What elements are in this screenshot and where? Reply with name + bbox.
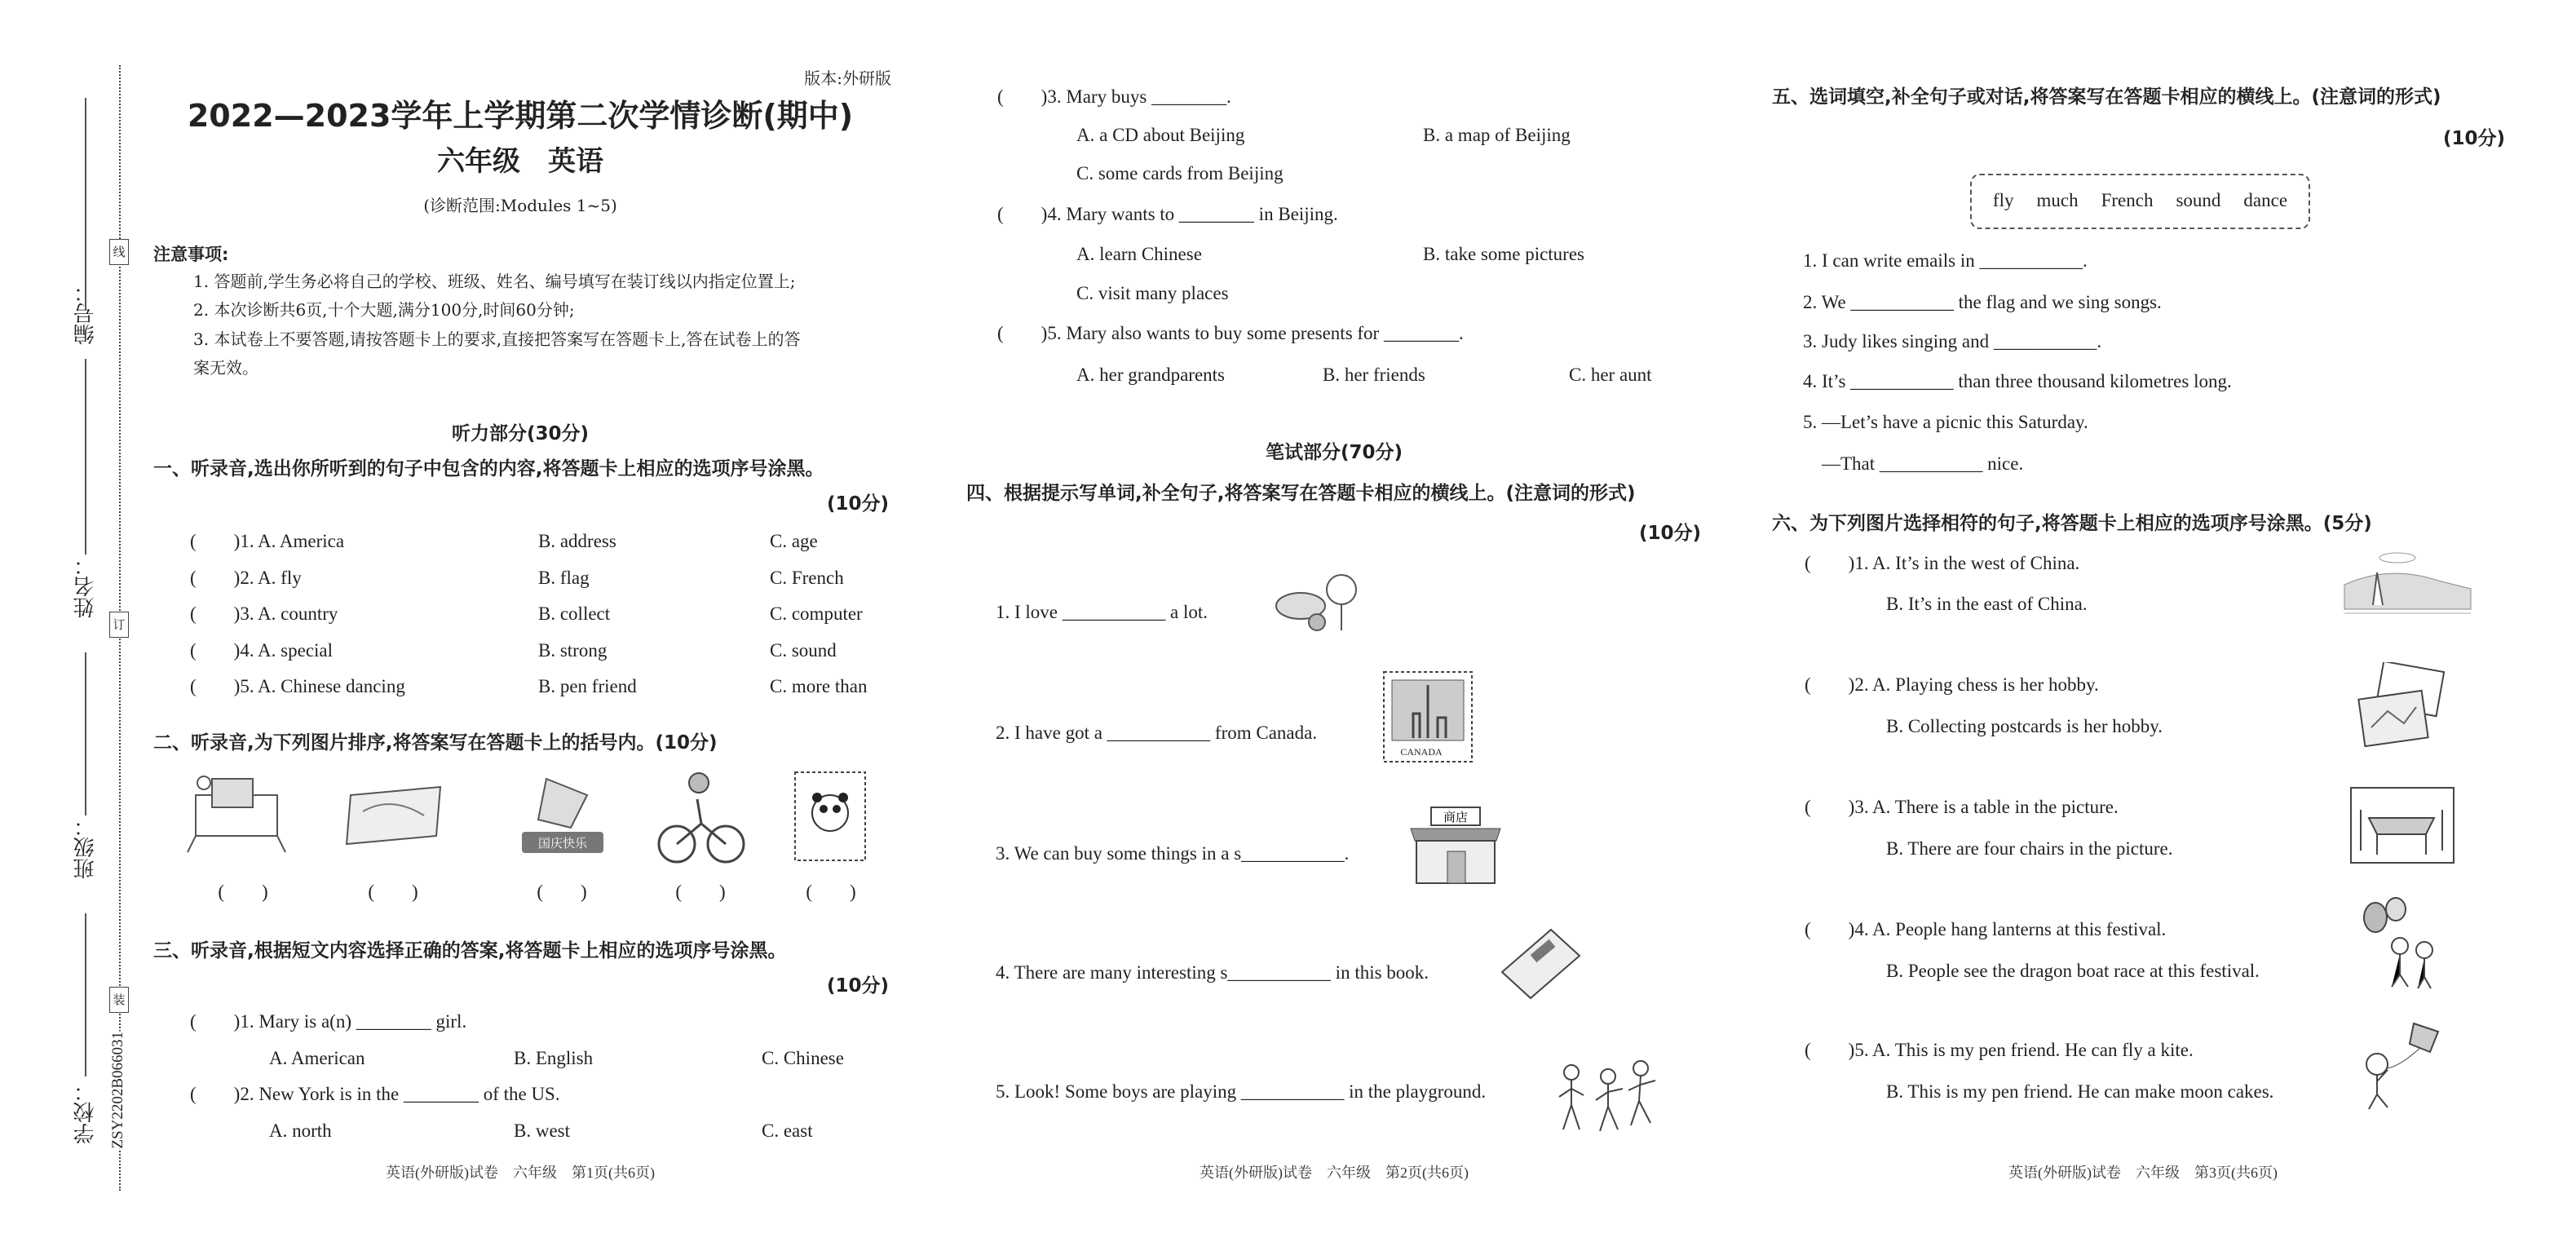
s5-q2: 2. We ___________ the flag and we sing songs. xyxy=(1803,292,2162,312)
s3-q1-b: B. English xyxy=(514,1048,594,1068)
s1-q5: ( )5. A. Chinese dancing xyxy=(190,676,405,696)
s1-q3: ( )3. A. country xyxy=(190,603,338,624)
girl-cycling-picture xyxy=(656,767,746,869)
s3-q2: ( )2. New York is in the ________ of the US. xyxy=(190,1084,560,1104)
national-day-picture xyxy=(514,771,612,860)
s3-q2-a: A. north xyxy=(269,1120,332,1141)
section-1-score: (10分) xyxy=(826,493,889,515)
boys-playing-picture xyxy=(1551,1056,1661,1138)
s3-q1-a: A. American xyxy=(269,1048,365,1068)
s1-q3-b: B. collect xyxy=(538,603,611,624)
class-underline xyxy=(85,652,86,815)
s5-q5-reply: —That ___________ nice. xyxy=(1822,453,2024,474)
s4-q5: 5. Look! Some boys are playing ___________ in the playground. xyxy=(996,1081,1487,1102)
bind-mark: 装 xyxy=(109,987,129,1013)
school-label: 学校： xyxy=(73,1081,98,1144)
name-label: 姓名： xyxy=(73,555,98,618)
s1-q2-b: B. flag xyxy=(538,568,590,588)
s1-q1: ( )1. A. America xyxy=(190,531,345,551)
s3-q2-b: B. west xyxy=(514,1120,570,1141)
note-3: 3. 本试卷上不要答题,请按答题卡上的要求,直接把答案写在答题卡上,答在试卷上的答 xyxy=(193,329,801,349)
section-2-title: 二、听录音,为下列图片排序,将答案写在答题卡上的括号内。(10分) xyxy=(153,732,718,754)
note-1: 1. 答题前,学生务必将自己的学校、班级、姓名、编号填写在装订线以内指定位置上; xyxy=(193,272,796,291)
s6-q1-a: ( )1. A. It’s in the west of China. xyxy=(1805,553,2080,573)
id-label: 编号： xyxy=(73,281,98,345)
section-1-title: 一、听录音,选出你所听到的句子中包含的内容,将答题卡上相应的选项序号涂黑。 xyxy=(153,458,824,480)
exam-subtitle: 六年级 英语 xyxy=(437,145,603,178)
note-2: 2. 本次诊断共6页,十个大题,满分100分,时间60分钟; xyxy=(193,300,575,320)
s3-q4-b: B. take some pictures xyxy=(1423,244,1585,264)
s1-q3-c: C. computer xyxy=(770,603,863,624)
class-label: 班级： xyxy=(73,815,98,879)
shop-sign-text: 商店 xyxy=(1443,811,1469,824)
s6-q3-a: ( )3. A. There is a table in the picture. xyxy=(1805,797,2119,817)
s3-q4: ( )4. Mary wants to ________ in Beijing. xyxy=(997,204,1338,224)
s3-q3-c: C. some cards from Beijing xyxy=(1076,163,1284,183)
section-3-score: (10分) xyxy=(826,975,889,997)
section-4-score: (10分) xyxy=(1638,523,1701,544)
west-lake-picture xyxy=(2340,548,2475,621)
s6-q4-a: ( )4. A. People hang lanterns at this festival. xyxy=(1805,919,2167,939)
word-bank-item: much xyxy=(2036,190,2079,210)
word-bank xyxy=(1970,174,2310,229)
s4-q2: 2. I have got a ___________ from Canada. xyxy=(996,723,1318,743)
section-6-title: 六、为下列图片选择相符的句子,将答题卡上相应的选项序号涂黑。(5分) xyxy=(1772,513,2372,534)
s5-q3: 3. Judy likes singing and ___________. xyxy=(1803,331,2102,351)
s2-paren-5[interactable]: ( ) xyxy=(806,882,856,902)
s4-q1: 1. I love ___________ a lot. xyxy=(996,602,1208,622)
s5-q4: 4. It’s ___________ than three thousand kilometres long. xyxy=(1803,371,2232,391)
postcards-picture xyxy=(2355,662,2449,748)
notes-heading: 注意事项: xyxy=(153,245,229,264)
boy-flying-kite-picture xyxy=(2348,1019,2450,1113)
s3-q3-b: B. a map of Beijing xyxy=(1423,125,1571,145)
s1-q1-c: C. age xyxy=(770,531,818,551)
s3-q4-a: A. learn Chinese xyxy=(1076,244,1202,264)
computer-desk-picture xyxy=(179,771,302,860)
s3-q2-c: C. east xyxy=(762,1120,813,1141)
word-bank-item: dance xyxy=(2243,190,2288,210)
s1-q4-b: B. strong xyxy=(538,640,608,661)
s6-q2-a: ( )2. A. Playing chess is her hobby. xyxy=(1805,674,2099,695)
s3-q3: ( )3. Mary buys ________. xyxy=(997,86,1231,107)
order-mark: 订 xyxy=(109,612,129,638)
section-5-score: (10分) xyxy=(2442,128,2505,149)
word-bank-item: sound xyxy=(2176,190,2221,210)
s1-q2: ( )2. A. fly xyxy=(190,568,302,588)
stamp-text: CANADA xyxy=(1400,746,1443,758)
page-1-footer: 英语(外研版)试卷 六年级 第1页(共6页) xyxy=(386,1165,655,1181)
s3-q3-a: A. a CD about Beijing xyxy=(1076,125,1245,145)
s1-q4-c: C. sound xyxy=(770,640,837,661)
exam-scope: (诊断范围:Modules 1~5) xyxy=(423,196,617,215)
section-3-title: 三、听录音,根据短文内容选择正确的答案,将答题卡上相应的选项序号涂黑。 xyxy=(153,940,787,961)
word-bank-item: French xyxy=(2101,190,2154,210)
section-5-title: 五、选词填空,补全句子或对话,将答案写在答题卡相应的横线上。(注意词的形式) xyxy=(1772,86,2441,108)
exam-title: 2022—2023学年上学期第二次学情诊断(期中) xyxy=(187,98,854,134)
s3-q4-c: C. visit many places xyxy=(1076,283,1229,303)
s4-q3: 3. We can buy some things in a s___________. xyxy=(996,843,1350,864)
page-2-footer: 英语(外研版)试卷 六年级 第2页(共6页) xyxy=(1200,1165,1469,1181)
s3-q5-c: C. her aunt xyxy=(1569,365,1652,385)
s5-q1: 1. I can write emails in ___________. xyxy=(1803,250,2088,271)
s1-q5-b: B. pen friend xyxy=(538,676,637,696)
s5-q5: 5. —Let’s have a picnic this Saturday. xyxy=(1803,412,2088,432)
s3-q1: ( )1. Mary is a(n) ________ girl. xyxy=(190,1011,467,1032)
edition-label: 版本:外研版 xyxy=(804,69,891,88)
s4-q4: 4. There are many interesting s___________ in this book. xyxy=(996,962,1429,983)
s6-q2-b: B. Collecting postcards is her hobby. xyxy=(1886,716,2163,736)
s2-paren-4[interactable]: ( ) xyxy=(675,882,726,902)
storybook-picture xyxy=(1494,923,1584,1001)
page-3-footer: 英语(外研版)试卷 六年级 第3页(共6页) xyxy=(2008,1165,2278,1181)
s6-q3-b: B. There are four chairs in the picture. xyxy=(1886,838,2173,859)
s6-q1-b: B. It’s in the east of China. xyxy=(1886,594,2088,614)
paper-code: ZSY2202B066031 xyxy=(109,1032,126,1149)
line-mark: 线 xyxy=(109,239,129,265)
s6-q5-b: B. This is my pen friend. He can make moon cakes. xyxy=(1886,1081,2274,1102)
s6-q5-a: ( )5. A. This is my pen friend. He can fly a kite. xyxy=(1805,1040,2194,1060)
writing-heading: 笔试部分(70分) xyxy=(1265,442,1403,463)
s1-q2-c: C. French xyxy=(770,568,844,588)
s3-q1-c: C. Chinese xyxy=(762,1048,844,1068)
shop-picture xyxy=(1407,804,1505,886)
s1-q5-c: C. more than xyxy=(770,676,868,696)
section-4-title: 四、根据提示写单词,补全句子,将答案写在答题卡相应的横线上。(注意词的形式) xyxy=(966,483,1636,504)
s1-q4: ( )4. A. special xyxy=(190,640,334,661)
s3-q5-b: B. her friends xyxy=(1323,365,1425,385)
s2-paren-1[interactable]: ( ) xyxy=(218,882,268,902)
s2-paren-3[interactable]: ( ) xyxy=(537,882,587,902)
s3-q5: ( )5. Mary also wants to buy some presents for ________. xyxy=(997,323,1464,343)
note-3-cont: 案无效。 xyxy=(193,358,258,378)
s1-q1-b: B. address xyxy=(538,531,616,551)
table-chairs-picture xyxy=(2348,785,2456,865)
word-bank-item: fly xyxy=(1992,190,2014,210)
canada-stamp-picture xyxy=(1381,669,1475,765)
panda-stamp-picture xyxy=(791,768,869,864)
id-underline xyxy=(85,98,86,310)
lantern-festival-picture xyxy=(2355,897,2445,991)
name-underline xyxy=(85,359,86,555)
school-underline xyxy=(85,913,86,1076)
map-picture xyxy=(342,779,448,852)
s2-paren-2[interactable]: ( ) xyxy=(368,882,418,902)
candy-picture xyxy=(1268,561,1370,636)
s3-q5-a: A. her grandparents xyxy=(1076,365,1226,385)
s6-q4-b: B. People see the dragon boat race at this festival. xyxy=(1886,961,2260,981)
listening-heading: 听力部分(30分) xyxy=(451,423,590,444)
festival-banner-text: 国庆快乐 xyxy=(537,838,588,851)
